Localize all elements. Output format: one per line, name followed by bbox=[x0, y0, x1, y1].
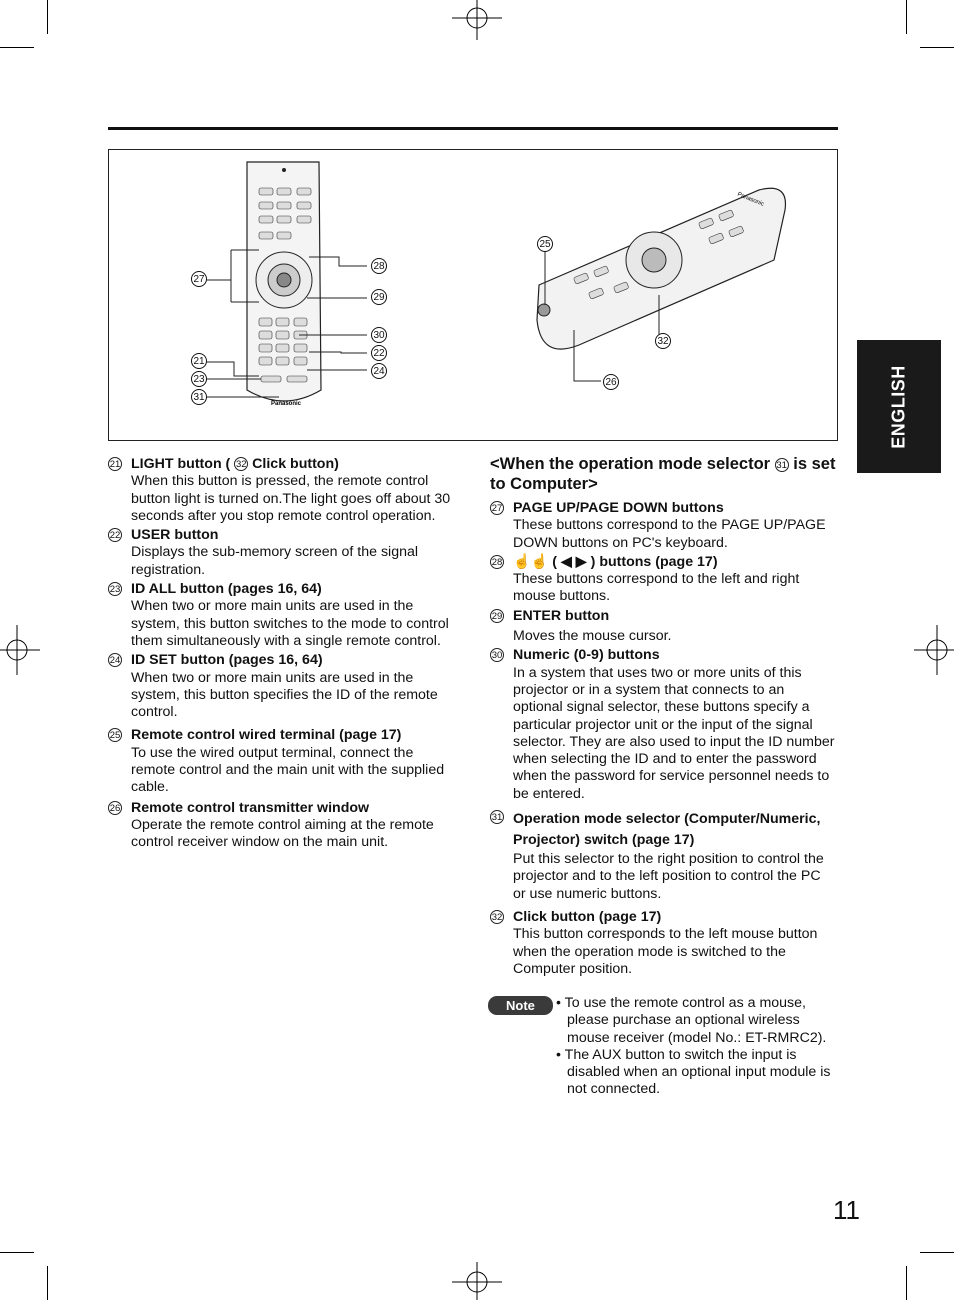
note-block bbox=[488, 995, 838, 1099]
callout-24: 24 bbox=[371, 363, 387, 379]
item-body: These buttons correspond to the PAGE UP/PAGE DOWN buttons on PC's keyboard. bbox=[513, 517, 826, 551]
callout-21: 21 bbox=[191, 353, 207, 369]
item-number: 23 bbox=[109, 584, 121, 596]
crop-mark bbox=[920, 47, 954, 48]
item-title: Remote control transmitter window bbox=[131, 799, 370, 816]
item-title: Numeric (0-9) buttons bbox=[513, 647, 660, 664]
item-body: This button corresponds to the left mouse button when the operation mode is switched to the Computer position. bbox=[513, 926, 818, 977]
item-22 bbox=[108, 527, 460, 579]
item-29 bbox=[490, 608, 836, 646]
callout-23: 23 bbox=[191, 371, 207, 387]
item-title: LIGHT button ( 32 Click button) bbox=[131, 456, 339, 472]
item-body: Moves the mouse cursor. bbox=[513, 628, 672, 645]
svg-text:Panasonic: Panasonic bbox=[736, 191, 765, 208]
right-column bbox=[490, 454, 836, 980]
crop-mark bbox=[920, 1252, 954, 1253]
callout-29: 29 bbox=[371, 289, 387, 305]
item-body: When two or more main units are used in the system, this button specifies the ID of the remote control. bbox=[131, 669, 438, 721]
item-title: Remote control wired terminal (page 17) bbox=[131, 727, 402, 744]
item-title: PAGE UP/PAGE DOWN buttons bbox=[513, 500, 724, 516]
item-title: ID SET button (pages 16, 64) bbox=[131, 652, 323, 669]
item-title: Click button (page 17) bbox=[513, 908, 662, 925]
item-25 bbox=[108, 727, 460, 796]
item-number: 26 bbox=[109, 802, 121, 814]
item-title: Operation mode selector (Computer/Numeric, Projector) switch (page 17) bbox=[513, 811, 821, 849]
mouse-buttons-icon: ☝☝ bbox=[513, 553, 553, 570]
item-number: 21 bbox=[109, 459, 121, 470]
item-number: 24 bbox=[109, 655, 121, 667]
brand-label: Panasonic bbox=[271, 401, 302, 407]
item-number: 27 bbox=[491, 503, 503, 514]
crop-mark bbox=[0, 47, 34, 48]
item-28 bbox=[490, 554, 836, 606]
item-title: USER button bbox=[131, 527, 219, 544]
callout-32: 32 bbox=[655, 333, 671, 349]
registration-mark-right bbox=[914, 625, 954, 675]
callout-28: 28 bbox=[371, 258, 387, 274]
remote-illustration bbox=[109, 150, 837, 440]
item-23 bbox=[108, 581, 460, 650]
callout-26: 26 bbox=[603, 374, 619, 390]
item-number: 29 bbox=[491, 610, 503, 622]
item-number: 32 bbox=[491, 911, 503, 923]
item-title: ENTER button bbox=[513, 607, 610, 624]
callout-31: 31 bbox=[191, 389, 207, 405]
item-number: 28 bbox=[491, 556, 503, 568]
left-column bbox=[108, 456, 460, 854]
item-body: In a system that uses two or more units of this projector or in a system that connects to an optional signal selector, these buttons specify a particular projector unit or the input of the signal selector. They are also used to input the ID number when selecting the ID and to enter the password when the password for service personnel needs to be entered. bbox=[513, 664, 835, 802]
callout-25: 25 bbox=[537, 236, 553, 252]
item-31 bbox=[490, 809, 836, 903]
item-body: These buttons correspond to the left and right mouse buttons. bbox=[513, 571, 800, 605]
callout-30: 30 bbox=[371, 327, 387, 343]
crop-mark bbox=[47, 1266, 48, 1300]
item-body: Displays the sub-memory screen of the signal registration. bbox=[131, 544, 419, 578]
item-body: Put this selector to the right position to control the projector and to the left position to control the PC or use numeric buttons. bbox=[513, 851, 824, 902]
item-number: 30 bbox=[491, 650, 503, 662]
item-26 bbox=[108, 800, 460, 852]
item-title: ☝☝ ( ◀ ▶ ) buttons (page 17) bbox=[513, 553, 718, 570]
crop-mark bbox=[906, 0, 907, 34]
item-21 bbox=[108, 456, 460, 525]
item-32 bbox=[490, 909, 836, 978]
crop-mark bbox=[906, 1266, 907, 1300]
header-rule bbox=[108, 127, 838, 130]
item-number: 25 bbox=[109, 730, 121, 742]
item-body: When two or more main units are used in the system, this button switches to the mode to control them simultaneously with a single remote control. bbox=[131, 598, 449, 649]
remote-control-figure bbox=[108, 149, 838, 441]
item-body: Operate the remote control aiming at the remote control receiver window on the main unit. bbox=[131, 816, 434, 851]
item-30 bbox=[490, 647, 836, 803]
crop-mark bbox=[47, 0, 48, 34]
page-number: 11 bbox=[833, 1195, 860, 1225]
item-body: To use the wired output terminal, connect the remote control and the main unit with the supplied cable. bbox=[131, 744, 445, 796]
registration-mark-top bbox=[452, 0, 502, 40]
item-number: 31 bbox=[491, 812, 503, 824]
language-tab: ENGLISH bbox=[857, 340, 941, 473]
section-heading: <When the operation mode selector 31 is set to Computer> bbox=[490, 455, 836, 493]
crop-mark bbox=[0, 1252, 34, 1253]
note-label: Note bbox=[488, 996, 553, 1015]
item-body: When this button is pressed, the remote control button light is turned on.The light goes off about 30 seconds after you stop remote control operation. bbox=[131, 473, 451, 524]
callout-27: 27 bbox=[191, 271, 207, 287]
item-number: 22 bbox=[109, 530, 121, 542]
note-bullet: • To use the remote control as a mouse, please purchase an optional wireless mouse receiver (model No.: ET-RMRC2). bbox=[556, 995, 827, 1046]
callout-22: 22 bbox=[371, 345, 387, 361]
note-bullet: • The AUX button to switch the input is disabled when an optional input module is not connected. bbox=[556, 1046, 831, 1098]
item-24 bbox=[108, 652, 460, 721]
registration-mark-bottom bbox=[452, 1262, 502, 1300]
item-title: ID ALL button (pages 16, 64) bbox=[131, 581, 322, 598]
registration-mark-left bbox=[0, 625, 40, 675]
item-27 bbox=[490, 500, 836, 552]
